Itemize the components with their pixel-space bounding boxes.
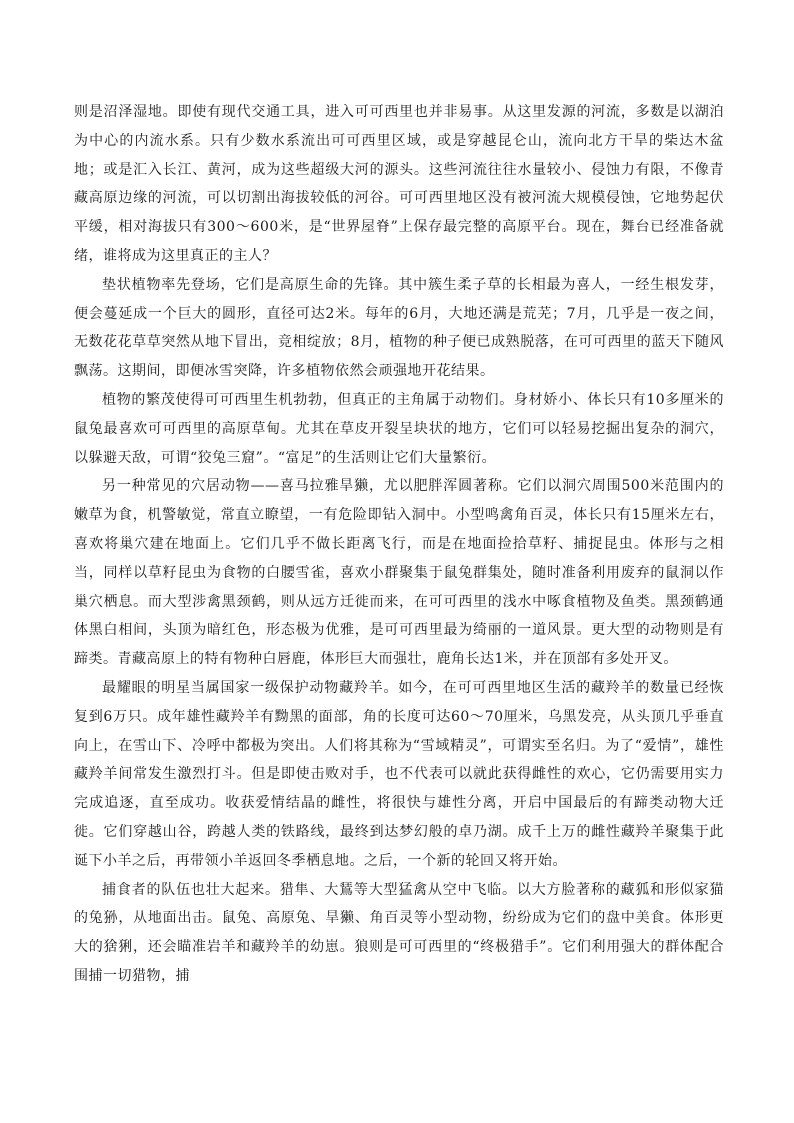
paragraph-pika: 植物的繁茂使得可可西里生机勃勃，但真正的主角属于动物们。身材娇小、体长只有10多厘米的鼠兔最喜欢可可西里的高原草甸。尤其在草皮开裂呈块状的地方，它们可以轻易挖掘出复杂的洞穴，以躲避天敌，可谓“狡兔三窟”。“富足”的生活则让它们大量繁衍。 <box>74 391 724 466</box>
paragraph-continued: 则是沼泽湿地。即使有现代交通工具，进入可可西里也并非易事。从这里发源的河流，多数是以湖泊为中心的内流水系。只有少数水系流出可可西里区域，或是穿越昆仑山，流向北方干旱的柴达木盆地；或是汇入长江、黄河，成为这些超级大河的源头。这些河流往往水量较小、侵蚀力有限，不像青藏高原边缘的河流，可以切割出海拔较低的河谷。可可西里地区没有被河流大规模侵蚀，它地势起伏平缓，相对海拔只有300～600米，是“世界屋脊”上保存最完整的高原平台。现在，舞台已经准备就绪，谁将成为这里真正的主人？ <box>74 104 724 264</box>
article-body <box>74 98 724 991</box>
paragraph-cushion-plants: 垫状植物率先登场，它们是高原生命的先锋。其中簇生柔子草的长相最为喜人，一经生根发芽，便会蔓延成一个巨大的圆形，直径可达2米。每年的6月，大地还满是荒芜；7月，几乎是一夜之间，无数花花草草突然从地下冒出，竞相绽放；8月，植物的种子便已成熟脱落，在可可西里的蓝天下随风飘荡。这期间，即便冰雪突降，许多植物依然会顽强地开花结果。 <box>74 276 724 380</box>
paragraph-burrowing-animals: 另一种常见的穴居动物——喜马拉雅旱獭，尤以肥胖浑圆著称。它们以洞穴周围500米范围内的嫩草为食，机警敏觉，常直立瞭望，一有危险即钻入洞中。小型鸣禽角百灵，体长只有15厘米左右，喜欢将巢穴建在地面上。它们几乎不做长距离飞行，而是在地面捡拾草籽、捕捉昆虫。体形与之相当，同样以草籽昆虫为食物的白腰雪雀，喜欢小群聚集于鼠兔群集处，随时准备利用废弃的鼠洞以作巢穴栖息。而大型涉禽黑颈鹤，则从远方迁徙而来，在可可西里的浅水中啄食植物及鱼类。黑颈鹤通体黑白相间，头顶为暗红色，形态极为优雅，是可可西里最为绮丽的一道风景。更大型的动物则是有蹄类。青藏高原上的特有物种白唇鹿，体形巨大而强壮，鹿角长达1米，并在顶部有多处开叉。 <box>74 478 724 668</box>
paragraph-predators: 捕食者的队伍也壮大起来。猎隼、大鵟等大型猛禽从空中飞临。以大方脸著称的藏狐和形似家猫的兔狲，从地面出击。鼠兔、高原兔、旱獭、角百灵等小型动物，纷纷成为它们的盘中美食。体形更大的猞猁，还会瞄准岩羊和藏羚羊的幼崽。狼则是可可西里的“终极猎手”。它们利用强大的群体配合围捕一切猎物，捕 <box>74 881 724 984</box>
paragraph-tibetan-antelope: 最耀眼的明星当属国家一级保护动物藏羚羊。如今，在可可西里地区生活的藏羚羊的数量已经恢复到6万只。成年雄性藏羚羊有黝黑的面部，角的长度可达60～70厘米，乌黑发亮，从头顶几乎垂直向上，在雪山下、冷呼中都极为突出。人们将其称为“雪域精灵”，可谓实至名归。为了“爱情”，雄性藏羚羊间常发生激烈打斗。但是即使击败对手，也不代表可以就此获得雌性的欢心，它仍需要用实力完成追逐，直至成功。收获爱情结晶的雌性，将很快与雄性分离，开启中国最后的有蹄类动物大迁徙。它们穿越山谷，跨越人类的铁路线，最终到达梦幻般的卓乃湖。成千上万的雌性藏羚羊聚集于此诞下小羊之后，再带领小羊返回冬季栖息地。之后，一个新的轮回又将开始。 <box>74 679 724 869</box>
